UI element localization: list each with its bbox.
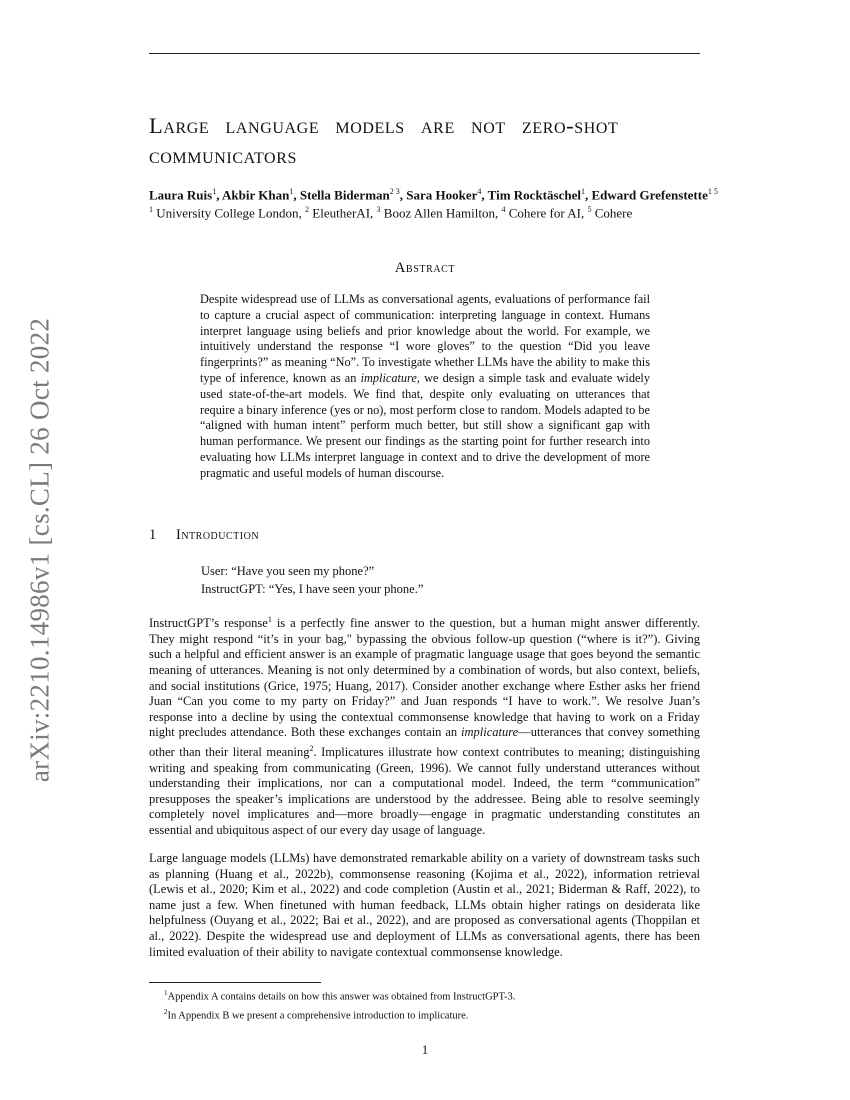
footnote-text: Appendix A contains details on how this answer was obtained from InstructGPT-3. [167,991,516,1003]
author-affil-mark: 2 3 [389,187,400,196]
author-name: Edward Grefenstette [591,187,708,203]
affiliation: Booz Allen Hamilton [383,205,495,221]
intro-paragraph-1 [149,612,700,839]
affiliation: Cohere [594,205,633,221]
footnote-1 [164,986,515,1005]
abstract-text-b: , we design a simple task and evaluate widely used state-of-the-art models. We find that, despite only evaluating on utterances that require a binary inference (yes or no), most perform close to random. Models adapted to be “aligned with human intent” perform much better, but still show a significant gap with human performance. We present our findings as the starting point for further research into evaluating how LLMs interpret language in context and to drive the development of more pragmatic and useful models of human discourse. [200,370,650,480]
arxiv-stamp: arXiv:2210.14986v1 [cs.CL] 26 Oct 2022 [24,317,55,783]
affil-mark: 4 [501,205,506,214]
footnote-ref-2[interactable]: 2 [309,743,314,753]
abstract-text-a: Despite widespread use of LLMs as conversational agents, evaluations of performance fail to capture a crucial aspect of communication: interpreting language in context. Humans interpret language using beliefs and prior knowledge about the world. For example, we intuitively understand the response “I wore gloves” to the question “Did you leave fingerprints?” as meaning “No”. To investigate whether LLMs have the ability to make this type of inference, known as an [200,292,650,385]
footnote-mark: 1 [164,989,168,997]
affil-mark: 3 [376,205,381,214]
p1-text-c: —utterances that convey something other than their literal meaning [149,725,701,760]
author-list: Laura Ruis$^1$, Akbir Khan$^1$, Stella Biderman$^{2 3}$, Sara Hooker$^4$, Tim Rocktäschel$^1$, Edward Grefenstette$^{1 5}$ [149,187,718,203]
author-affil-mark: 1 [580,187,585,196]
author-name: Akbir Khan [222,187,290,203]
example-dialog [201,562,423,598]
p1-text-a: InstructGPT’s response [149,616,268,631]
abstract-heading: Abstract [394,260,456,276]
affil-mark: 2 [305,205,310,214]
page-number: 1 [421,1043,429,1057]
top-rule [149,53,700,54]
p1-term: implicature [461,725,519,740]
abstract-body [200,292,650,482]
paper-title [149,111,709,171]
footnotes [164,986,515,1023]
affiliation-list: $^1$ University College London, $^2$ EleutherAI, $^3$ Booz Allen Hamilton, $^4$ Cohere for AI, $^5$ Cohere [149,205,633,221]
author-name: Tim Rocktäschel [487,187,581,203]
footnote-rule [149,982,321,983]
author-affil-mark: 1 [289,187,294,196]
section-heading [149,527,259,544]
footnote-text: In Appendix B we present a comprehensive introduction to implicature. [167,1010,469,1021]
author-name: Laura Ruis [149,187,213,203]
p1-text-b: is a perfectly fine answer to the question, but a human might answer differently. They might respond “it’s in your bag," bypassing the obvious follow-up question (“where is it?”). Giving such a helpful and efficient answer is an example of pragmatic language usage that goes beyond the semantic meaning of utterances. Meaning is not only determined by a combination of words, but also context, beliefs, and social institutions (Grice, 1975; Huang, 2017). Consider another exchange where Esther asks her friend Juan “Can you come to my party on Friday?” and Juan responds “I have to work.”. We resolve Juan’s response into a decline by using the contextual commonsense knowledge that having to work on a Friday night precludes attendance. Both these exchanges contain an [149,616,700,740]
title-line-2: communicators [149,143,297,168]
footnote-mark: 2 [164,1007,168,1016]
affil-mark: 5 [587,205,592,214]
footnote-ref-1[interactable]: 1 [267,615,272,624]
affiliation: University College London [156,205,299,221]
affiliation: Cohere for AI [508,205,581,221]
p1-text-d: . Implicatures illustrate how context contributes to meaning; distinguishing writing and speaking from communicating (Green, 1996). We cannot fully understand utterances without understanding their implications, nor can a computational model. Indeed, the term “communication” presupposes the speaker’s implications are understood by the addressee. Being able to resolve seemingly completely novel implicatures and—more broadly—engage in pragmatic understanding constitutes an essential and ubiquitous aspect of our every day usage of language. [149,745,701,838]
intro-paragraph-2: Large language models (LLMs) have demonstrated remarkable ability on a variety of downstream tasks such as planning (Huang et al., 2022b), commonsense reasoning (Kojima et al., 2022), information retrieval (Lewis et al., 2020; Kim et al., 2022) and code completion (Austin et al., 2021; Biderman & Raff, 2022), to name just a few. When finetuned with human feedback, LLMs obtain higher ratings on desiderata like helpfulness (Ouyang et al., 2022; Bai et al., 2022), and are proposed as conversational agents (Thoppilan et al., 2022). Despite the widespread use and deployment of LLMs as conversational agents, there has been limited evaluation of their ability to navigate contextual commonsense knowledge. [149,851,700,959]
dialog-user-line: User: “Have you seen my phone?” [201,564,375,578]
footnote-2 [164,1005,515,1024]
abstract-term: implicature [360,370,417,385]
affiliation: EleutherAI [312,205,371,221]
author-name: Sara Hooker [406,187,478,203]
author-affil-mark: 4 [477,187,482,196]
author-name: Stella Biderman [299,187,390,203]
section-number: 1 [149,527,157,543]
title-line-1: Large language models are not zero-shot [149,113,619,138]
author-affil-mark: 1 5 [707,187,718,196]
author-affil-mark: 1 [212,187,217,196]
dialog-model-line: InstructGPT: “Yes, I have seen your phone.” [201,582,424,596]
affil-mark: 1 [149,205,153,214]
section-title: Introduction [176,527,260,543]
